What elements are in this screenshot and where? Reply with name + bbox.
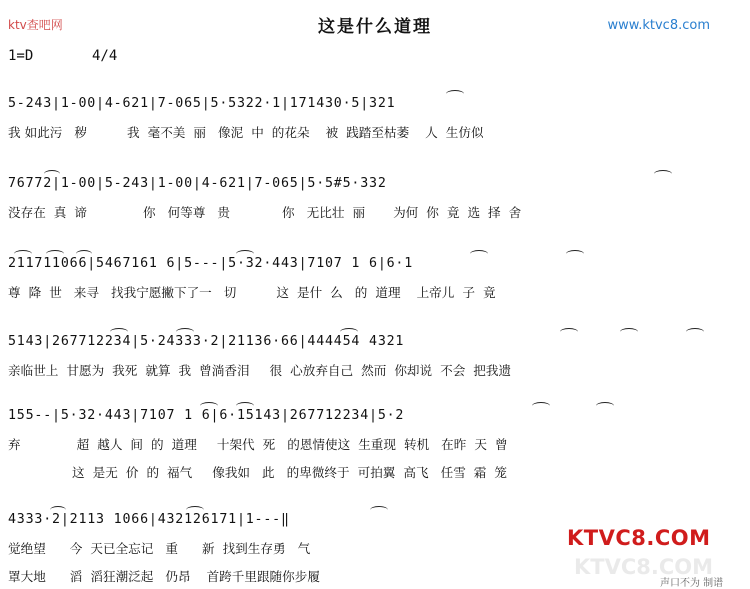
watermark-logo-shadow: KTVC8.COM [574,555,714,579]
slur-mark [236,250,254,258]
slur-mark [200,402,218,410]
notation-line: 5-243|1-00|4-621|7-065|5·5322·1|171430·5|321 [8,96,396,111]
lyrics-line-verse-2: 罩大地 滔 滔狂潮泛起 仍昂 首跨千里跟随你步履 [8,569,320,584]
slur-mark [620,328,638,336]
slur-mark [46,250,64,258]
slur-mark [686,328,704,336]
slur-mark [340,328,358,336]
transcriber-signature: 声口不为 制谱 [660,578,724,589]
site-name-left[interactable]: ktv查吧网 [8,18,63,32]
key-signature-line [8,48,118,64]
slur-mark [110,328,128,336]
notation-line: 211711066|5467161 6|5---|5·32·443|7107 1 6|6·1 [8,256,414,271]
slur-mark [50,506,66,514]
time-signature: 4/4 [92,48,118,64]
slur-mark [470,250,488,258]
lyrics-line: 觉绝望 今 天已全忘记 重 新 找到生存勇 气 [8,541,311,556]
slur-mark [370,506,388,514]
slur-mark [566,250,584,258]
lyrics-line: 没存在 真 谛 你 何等尊 贵 你 无比壮 丽 为何 你 竟 选 择 舍 [8,205,522,220]
lyrics-line: 亲临世上 甘愿为 我死 就算 我 曾淌香泪 很 心放弃自己 然而 你却说 不会 把我遗 [8,363,512,378]
slur-mark [236,402,254,410]
lyrics-line: 尊 降 世 来寻 找我宁愿撇下了一 切 这 是什 么 的 道理 上帝儿 子 竟 [8,285,496,300]
slur-mark [596,402,614,410]
lyrics-line-verse-2: 这 是无 价 的 福气 像我如 此 的卑微终于 可拍翼 高飞 任雪 霜 笼 [8,465,507,480]
lyrics-line: 弃 超 越人 间 的 道理 十架代 死 的恩情使这 生重现 转机 在昨 天 曾 [8,437,508,452]
slur-mark [14,250,32,258]
lyrics-line: 我 如此污 秽 我 毫不美 丽 像泥 中 的花朵 被 践踏至枯萎 人 生仿似 [8,125,484,140]
notation-line: 76772|1-00|5-243|1-00|4-621|7-065|5·5#5·332 [8,176,387,191]
slur-mark [532,402,550,410]
song-title: 这是什么道理 [318,17,432,37]
site-url-right[interactable]: www.ktvc8.com [607,18,710,33]
slur-mark [176,328,194,336]
key-signature: 1=D [8,48,34,64]
ktvc8-logo[interactable]: KTVC8.COM [567,526,711,550]
notation-line: 5143|267712234|5·24333·2|21136·66|444454 4321 [8,334,405,349]
notation-line: 155--|5·32·443|7107 1 6|6·15143|267712234|5·2 [8,408,405,423]
slur-mark [186,506,204,514]
notation-line: 4333·2|2113 1066|432126171|1---‖ [8,512,290,527]
slur-mark [76,250,92,258]
slur-mark [654,170,672,178]
slur-mark [44,170,60,178]
slur-mark [560,328,578,336]
slur-mark [446,90,464,98]
